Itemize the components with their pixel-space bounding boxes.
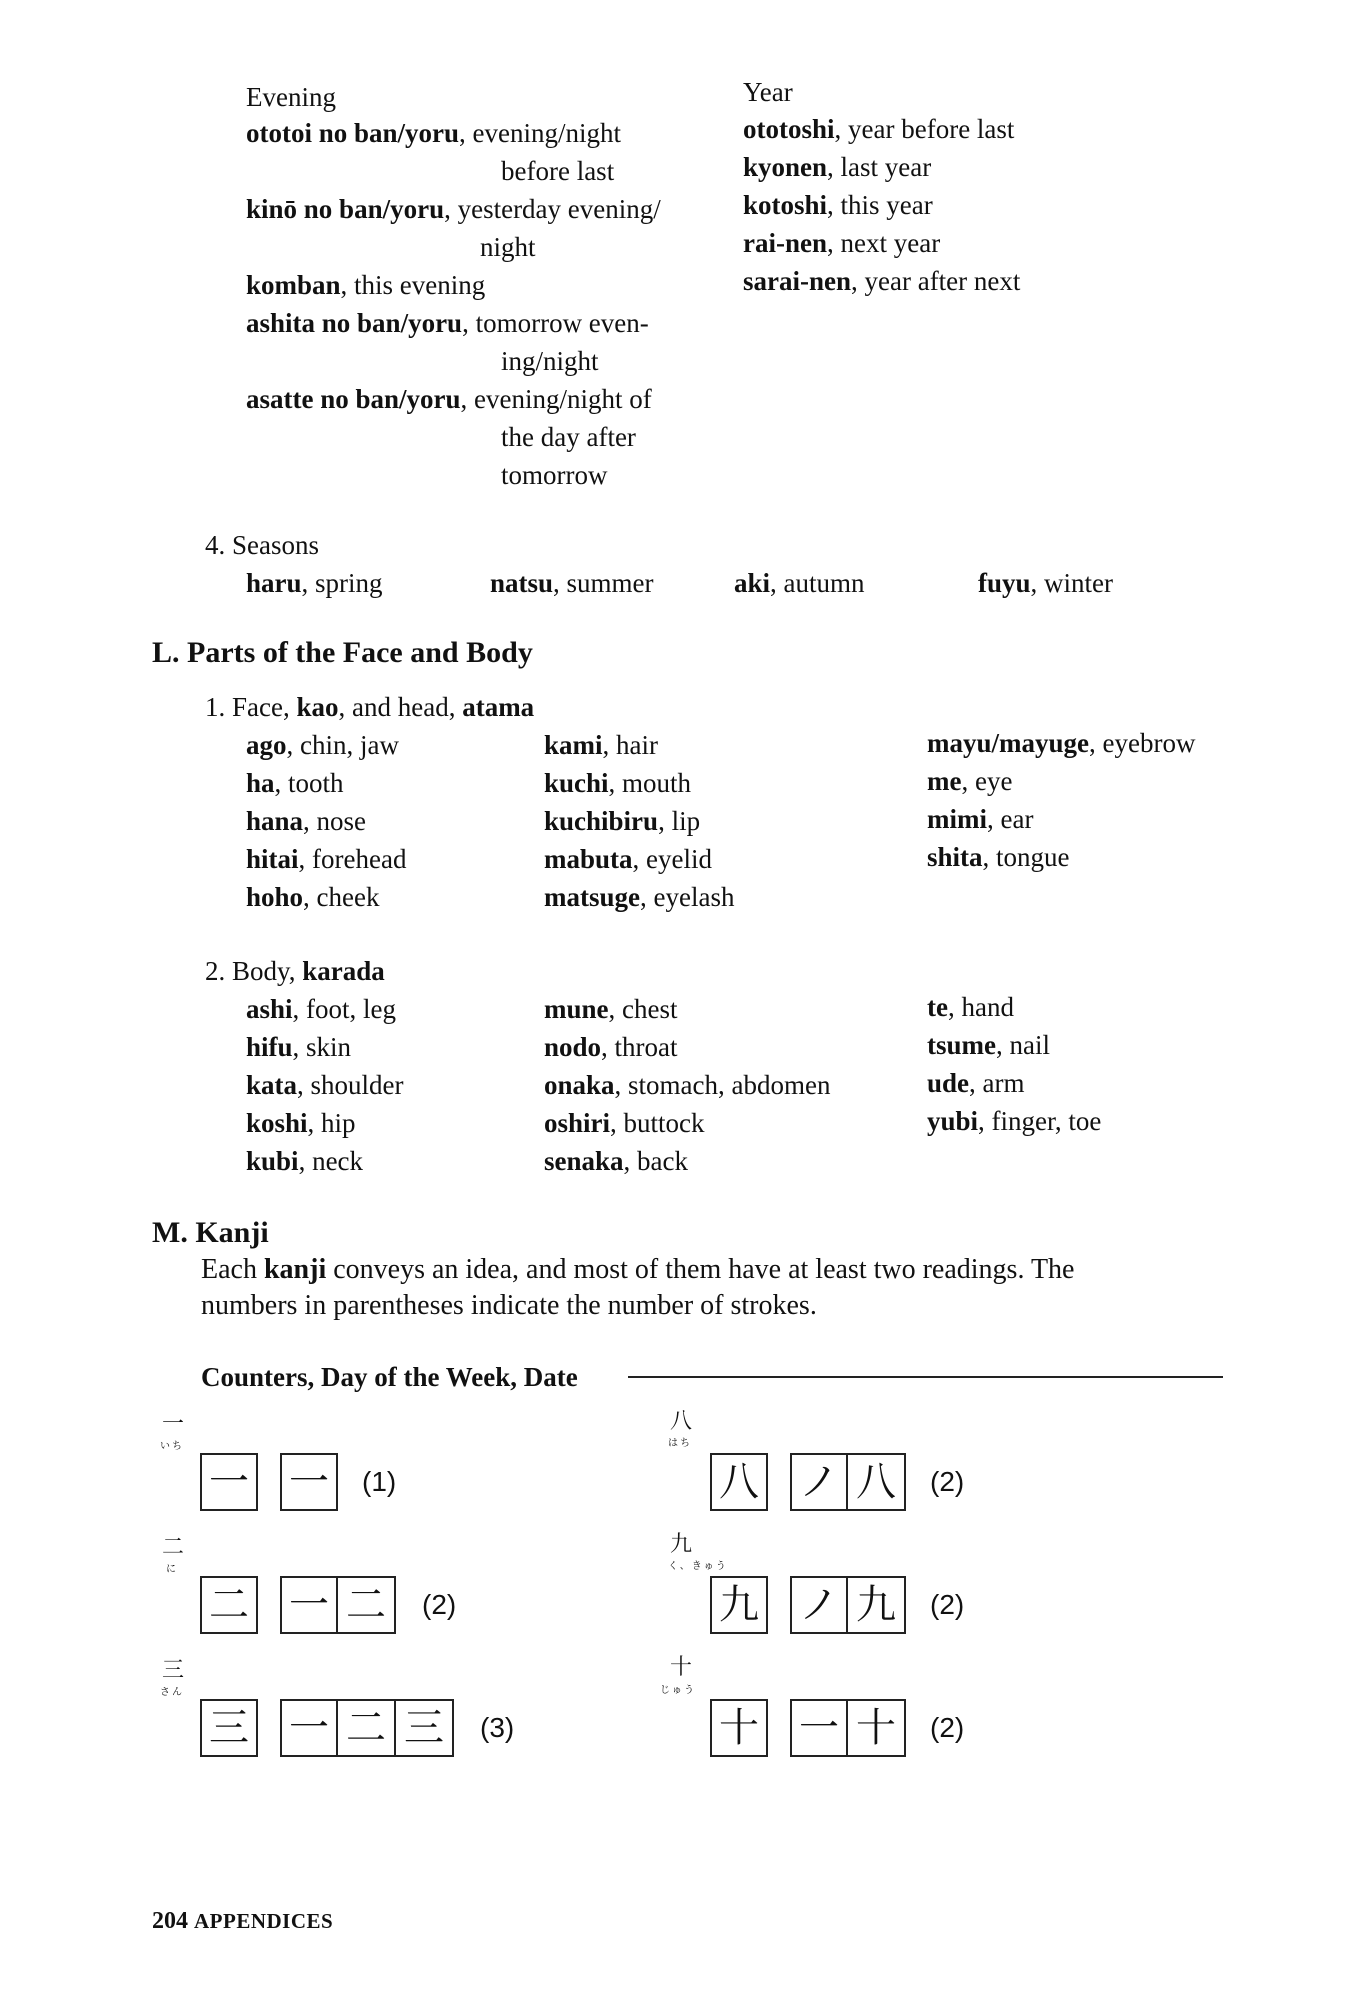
stroke-count: (2) [930, 1589, 965, 1620]
face-heading: 1. Face, kao, and head, atama [205, 692, 535, 722]
year-entry: kyonen, last year [743, 152, 932, 182]
body-item: ude, arm [927, 1068, 1025, 1098]
stroke-count: (2) [930, 1712, 965, 1743]
face-item: matsuge, eyelash [544, 882, 735, 912]
stroke-count: (3) [480, 1712, 515, 1743]
body-item: te, hand [927, 992, 1014, 1022]
kanji-small: 一 [162, 1412, 185, 1437]
evening-entry: kinō no ban/yoru, yesterday evening/ [246, 194, 661, 224]
face-item: mayu/mayuge, eyebrow [927, 728, 1196, 758]
stroke-cell: 十 [848, 1699, 906, 1757]
stroke-cell: 一 [790, 1699, 848, 1757]
kanji-reading: いち [160, 1441, 184, 1452]
body-item: koshi, hip [246, 1108, 356, 1138]
kanji-box: 三 [200, 1699, 258, 1757]
season-item: haru, spring [246, 568, 383, 598]
page-footer [152, 1908, 333, 1935]
evening-entry: asatte no ban/yoru, evening/night of [246, 384, 652, 414]
stroke-cell: 九 [848, 1576, 906, 1634]
stroke-cell: ノ [790, 1576, 848, 1634]
year-list [743, 110, 1020, 300]
seasons-heading: 4. Seasons [205, 530, 319, 560]
face-item: kuchibiru, lip [544, 806, 701, 836]
evening-entry-cont: night [480, 232, 536, 262]
face-item: shita, tongue [927, 842, 1070, 872]
year-entry: sarai-nen, year after next [743, 266, 1021, 296]
face-item: ha, tooth [246, 768, 344, 798]
body-item: yubi, finger, toe [927, 1106, 1102, 1136]
kanji-small: 十 [670, 1655, 693, 1680]
stroke-cell: 二 [338, 1699, 396, 1757]
evening-entry: ashita no ban/yoru, tomorrow even- [246, 308, 649, 338]
kanji-small: 三 [162, 1658, 185, 1683]
face-item: kami, hair [544, 730, 658, 760]
stroke-cell: 一 [280, 1453, 338, 1511]
kanji-reading: く、きゅう [668, 1561, 728, 1572]
body-item: nodo, throat [544, 1032, 678, 1062]
body-item: oshiri, buttock [544, 1108, 705, 1138]
kanji-box: 九 [710, 1576, 768, 1634]
year-entry: ototoshi, year before last [743, 114, 1015, 144]
year-entry: rai-nen, next year [743, 228, 941, 258]
kanji-intro-line2: numbers in parentheses indicate the number of strokes. [201, 1290, 817, 1321]
evening-heading: Evening [246, 82, 336, 112]
kanji-reading: さん [160, 1687, 184, 1698]
stroke-cell: ノ [790, 1453, 848, 1511]
stroke-order [790, 1699, 906, 1757]
face-item: me, eye [927, 766, 1013, 796]
stroke-order [790, 1453, 906, 1511]
season-item: natsu, summer [490, 568, 654, 598]
section-l-title: L. Parts of the Face and Body [152, 636, 533, 669]
body-item: ashi, foot, leg [246, 994, 397, 1024]
stroke-count: (1) [362, 1466, 397, 1497]
evening-list [246, 114, 661, 494]
kanji-small: 八 [670, 1409, 693, 1434]
season-item: fuyu, winter [978, 568, 1114, 598]
section-m-title: M. Kanji [152, 1216, 269, 1249]
stroke-cell: 一 [280, 1576, 338, 1634]
body-heading: 2. Body, karada [205, 956, 385, 986]
body-item: mune, chest [544, 994, 678, 1024]
season-item: aki, autumn [734, 568, 865, 598]
stroke-cell: 二 [338, 1576, 396, 1634]
evening-entry-cont: tomorrow [501, 460, 608, 490]
evening-entry: ototoi no ban/yoru, evening/night [246, 118, 622, 148]
stroke-order [790, 1576, 906, 1634]
evening-entry-cont: ing/night [501, 346, 599, 376]
kanji-box: 一 [200, 1453, 258, 1511]
body-item: hifu, skin [246, 1032, 352, 1062]
evening-entry: komban, this evening [246, 270, 486, 300]
stroke-cell: 三 [396, 1699, 454, 1757]
kanji-reading: じゅう [660, 1685, 696, 1696]
body-item: kata, shoulder [246, 1070, 404, 1100]
stroke-cell: 八 [848, 1453, 906, 1511]
page-number: 204 [152, 1908, 188, 1934]
face-item: hitai, forehead [246, 844, 407, 874]
kanji-box: 八 [710, 1453, 768, 1511]
stroke-count: (2) [930, 1466, 965, 1497]
subheading-rule [628, 1376, 1223, 1378]
body-item: onaka, stomach, abdomen [544, 1070, 831, 1100]
face-item: hana, nose [246, 806, 367, 836]
evening-entry-cont: before last [501, 156, 615, 186]
stroke-count: (2) [422, 1589, 457, 1620]
body-item: senaka, back [544, 1146, 688, 1176]
stroke-cell: 一 [280, 1699, 338, 1757]
kanji-reading: に [166, 1564, 178, 1575]
kanji-reading: はち [668, 1438, 692, 1449]
body-item: tsume, nail [927, 1030, 1050, 1060]
kanji-box: 二 [200, 1576, 258, 1634]
face-item: kuchi, mouth [544, 768, 692, 798]
kanji-subheading: Counters, Day of the Week, Date [201, 1362, 578, 1392]
face-item: mimi, ear [927, 804, 1034, 834]
kanji-box: 十 [710, 1699, 768, 1757]
evening-entry-cont: the day after [501, 422, 636, 452]
kanji-intro-line1: Each kanji conveys an idea, and most of them have at least two readings. The [201, 1254, 1075, 1285]
kanji-small: 九 [670, 1532, 693, 1557]
face-item: ago, chin, jaw [246, 730, 399, 760]
face-item: hoho, cheek [246, 882, 380, 912]
face-item: mabuta, eyelid [544, 844, 712, 874]
body-item: kubi, neck [246, 1146, 364, 1176]
kanji-small: 二 [162, 1535, 185, 1560]
year-entry: kotoshi, this year [743, 190, 933, 220]
stroke-order [280, 1453, 338, 1511]
stroke-order [280, 1576, 396, 1634]
year-heading: Year [743, 77, 793, 107]
footer-section: APPENDICES [194, 1909, 334, 1933]
stroke-order [280, 1699, 454, 1757]
